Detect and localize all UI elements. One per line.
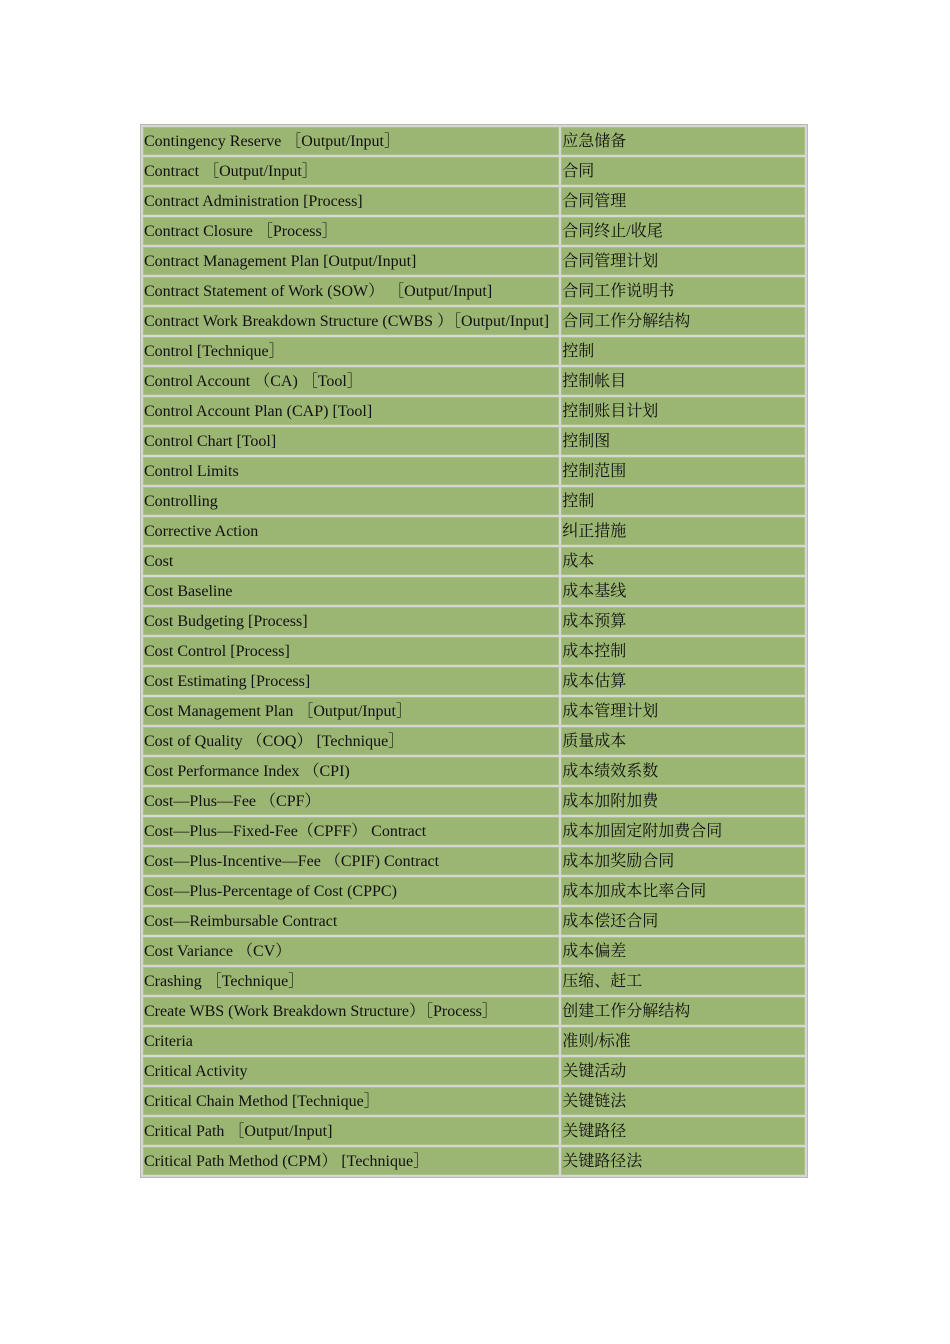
table-row [143, 877, 805, 905]
translation-cell: 成本加固定附加费合同 [561, 817, 805, 845]
term-cell: Cost Variance （CV） [143, 937, 559, 965]
term-cell: Control Limits [143, 457, 559, 485]
term-cell: Control Account （CA) ［Tool］ [143, 367, 559, 395]
term-cell: Cost Estimating [Process] [143, 667, 559, 695]
translation-cell: 控制范围 [561, 457, 805, 485]
translation-cell: 成本控制 [561, 637, 805, 665]
term-cell: Cost Baseline [143, 577, 559, 605]
term-cell: Crashing ［Technique］ [143, 967, 559, 995]
translation-cell: 压缩、赶工 [561, 967, 805, 995]
table-row [143, 367, 805, 395]
table-row [143, 157, 805, 185]
table-row [143, 607, 805, 635]
translation-cell: 关键路径 [561, 1117, 805, 1145]
table-row [143, 667, 805, 695]
term-cell: Contract Closure ［Process］ [143, 217, 559, 245]
table-row [143, 127, 805, 155]
table-row [143, 517, 805, 545]
translation-cell: 成本加奖励合同 [561, 847, 805, 875]
translation-cell: 准则/标准 [561, 1027, 805, 1055]
table-row [143, 637, 805, 665]
translation-cell: 关键活动 [561, 1057, 805, 1085]
term-cell: Cost Control [Process] [143, 637, 559, 665]
table-row [143, 787, 805, 815]
term-cell: Cost—Reimbursable Contract [143, 907, 559, 935]
term-cell: Cost—Plus—Fee （CPF） [143, 787, 559, 815]
term-cell: Criteria [143, 1027, 559, 1055]
table-row [143, 457, 805, 485]
term-cell: Corrective Action [143, 517, 559, 545]
table-row [143, 307, 805, 335]
table-row [143, 697, 805, 725]
table-row [143, 277, 805, 305]
translation-cell: 创建工作分解结构 [561, 997, 805, 1025]
term-cell: Cost [143, 547, 559, 575]
term-cell: Create WBS (Work Breakdown Structure）［Process］ [143, 997, 559, 1025]
translation-cell: 成本加成本比率合同 [561, 877, 805, 905]
table-row [143, 1087, 805, 1115]
term-cell: Contract Work Breakdown Structure (CWBS ）［Output/Input] [143, 307, 559, 335]
term-cell: Critical Activity [143, 1057, 559, 1085]
table-row [143, 487, 805, 515]
table-row [143, 577, 805, 605]
translation-cell: 成本加附加费 [561, 787, 805, 815]
term-cell: Critical Chain Method [Technique］ [143, 1087, 559, 1115]
translation-cell: 纠正措施 [561, 517, 805, 545]
table-row [143, 967, 805, 995]
translation-cell: 控制账目计划 [561, 397, 805, 425]
table-row [143, 427, 805, 455]
table-row [143, 727, 805, 755]
translation-cell: 应急储备 [561, 127, 805, 155]
term-cell: Cost—Plus—Fixed-Fee（CPFF） Contract [143, 817, 559, 845]
table-row [143, 1117, 805, 1145]
translation-cell: 控制帐目 [561, 367, 805, 395]
table-row [143, 187, 805, 215]
term-cell: Controlling [143, 487, 559, 515]
glossary-body [143, 127, 805, 1175]
term-cell: Control [Technique］ [143, 337, 559, 365]
table-row [143, 1147, 805, 1175]
glossary-table [140, 124, 808, 1178]
table-row [143, 1027, 805, 1055]
translation-cell: 关键链法 [561, 1087, 805, 1115]
term-cell: Contract Management Plan [Output/Input] [143, 247, 559, 275]
term-cell: Critical Path ［Output/Input] [143, 1117, 559, 1145]
translation-cell: 控制 [561, 337, 805, 365]
table-row [143, 907, 805, 935]
table-row [143, 247, 805, 275]
translation-cell: 控制 [561, 487, 805, 515]
term-cell: Cost—Plus-Percentage of Cost (CPPC) [143, 877, 559, 905]
term-cell: Contract ［Output/Input］ [143, 157, 559, 185]
table-row [143, 937, 805, 965]
translation-cell: 合同管理计划 [561, 247, 805, 275]
table-row [143, 547, 805, 575]
table-row [143, 997, 805, 1025]
translation-cell: 合同终止/收尾 [561, 217, 805, 245]
translation-cell: 成本偿还合同 [561, 907, 805, 935]
table-row [143, 847, 805, 875]
term-cell: Control Chart [Tool] [143, 427, 559, 455]
term-cell: Cost Budgeting [Process] [143, 607, 559, 635]
translation-cell: 成本基线 [561, 577, 805, 605]
term-cell: Cost Management Plan ［Output/Input］ [143, 697, 559, 725]
table-row [143, 337, 805, 365]
term-cell: Contract Statement of Work (SOW） ［Output/Input] [143, 277, 559, 305]
translation-cell: 成本估算 [561, 667, 805, 695]
term-cell: Cost—Plus-Incentive—Fee （CPIF) Contract [143, 847, 559, 875]
term-cell: Critical Path Method (CPM） [Technique］ [143, 1147, 559, 1175]
translation-cell: 质量成本 [561, 727, 805, 755]
term-cell: Control Account Plan (CAP) [Tool] [143, 397, 559, 425]
term-cell: Cost of Quality （COQ） [Technique］ [143, 727, 559, 755]
translation-cell: 合同管理 [561, 187, 805, 215]
translation-cell: 成本绩效系数 [561, 757, 805, 785]
translation-cell: 成本预算 [561, 607, 805, 635]
translation-cell: 合同工作分解结构 [561, 307, 805, 335]
translation-cell: 控制图 [561, 427, 805, 455]
table-row [143, 397, 805, 425]
term-cell: Contract Administration [Process] [143, 187, 559, 215]
translation-cell: 合同 [561, 157, 805, 185]
translation-cell: 成本管理计划 [561, 697, 805, 725]
translation-cell: 合同工作说明书 [561, 277, 805, 305]
translation-cell: 成本 [561, 547, 805, 575]
term-cell: Contingency Reserve ［Output/Input］ [143, 127, 559, 155]
table-row [143, 757, 805, 785]
table-row [143, 1057, 805, 1085]
table-row [143, 217, 805, 245]
translation-cell: 成本偏差 [561, 937, 805, 965]
translation-cell: 关键路径法 [561, 1147, 805, 1175]
term-cell: Cost Performance Index （CPI) [143, 757, 559, 785]
table-row [143, 817, 805, 845]
